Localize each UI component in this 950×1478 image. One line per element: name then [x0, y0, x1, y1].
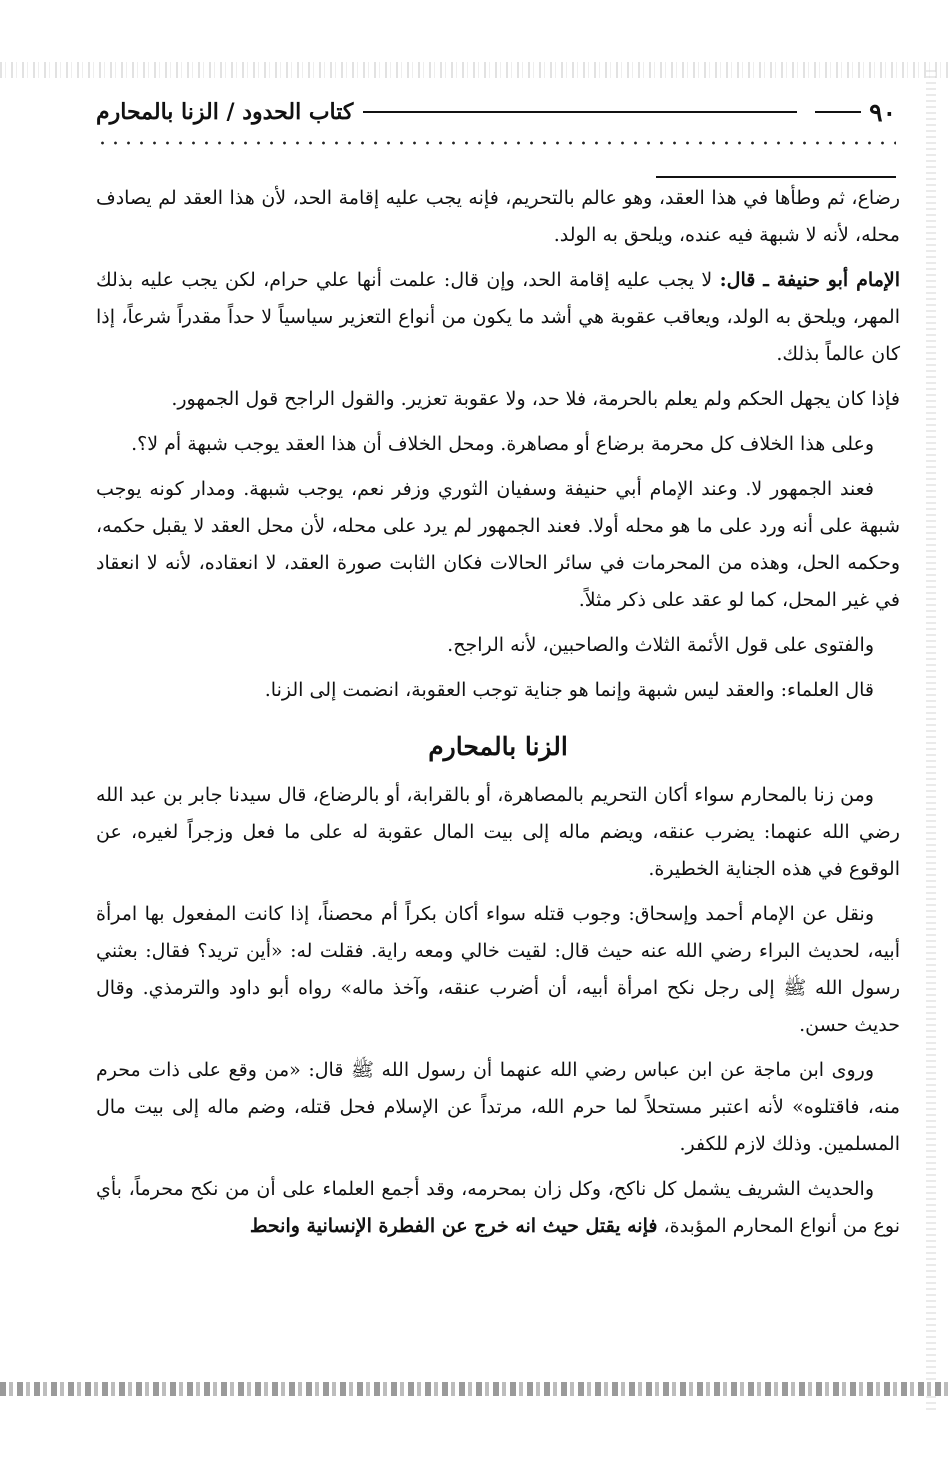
paragraph-6: والفتوى على قول الأئمة الثلاث والصاحبين، لأنه الراجح.	[447, 634, 874, 656]
paragraph-2-text: لا يجب عليه إقامة الحد، وإن قال: علمت أنها علي حرام، لكن يجب عليه بذلك المهر، ويلحق به الولد، ويعاقب عقوبة هي أشد ما يكون من أنواع التعزير سياسياً لا حداً مقدراً شرعاً، إذا كان عالماً بذلك.	[96, 269, 900, 365]
paragraph-3: فإذا كان يجهل الحكم ولم يعلم بالحرمة، فلا حد، ولا عقوبة تعزير. والقول الراجح قول الجمهور.	[171, 388, 900, 410]
header-rule-short	[815, 111, 861, 113]
paragraph-10: وروى ابن ماجة عن ابن عباس رضي الله عنهما أن رسول الله ﷺ قال: «من وقع على ذات محرم منه، فاقتلوه» لأنه اعتبر مستحلاً لما حرم الله، مرتداً عن الإسلام فحل قتله، وضم ماله إلى بيت مال المسلمين. وذلك لازم للكفر.	[96, 1059, 900, 1155]
section-title: الزنا بالمحارم	[428, 732, 568, 761]
header-rule-long	[363, 111, 797, 113]
paragraph-7: قال العلماء: والعقد ليس شبهة وإنما هو جناية توجب العقوبة، انضمت إلى الزنا.	[264, 679, 874, 701]
paragraph-11-bold: فإنه يقتل حيث انه خرج عن الفطرة الإنسانية وانحط	[249, 1215, 658, 1237]
dotted-separator	[96, 136, 896, 150]
top-rule	[656, 176, 896, 178]
paragraph-11	[96, 1171, 900, 1245]
paragraph-11-text: والحديث الشريف يشمل كل ناكح، وكل زان بمحرمه، وقد أجمع العلماء على أن من نكح محرماً، بأي نوع من أنواع المحارم المؤبدة،	[96, 1178, 900, 1237]
paragraph-8: ومن زنا بالمحارم سواء أكان التحريم بالمصاهرة، أو بالقرابة، أو بالرضاع، قال سيدنا جابر بن عبد الله رضي الله عنهما: يضرب عنقه، ويضم ماله إلى بيت المال عقوبة له على ما فعل وزجراً لغيره، عن الوقوع في هذه الجناية الخطيرة.	[96, 784, 900, 880]
paragraph-4: وعلى هذا الخلاف كل محرمة برضاع أو مصاهرة. ومحل الخلاف أن هذا العقد يوجب شبهة أم لا؟.	[131, 433, 874, 455]
paragraph-5: فعند الجمهور لا. وعند الإمام أبي حنيفة وسفيان الثوري وزفر نعم، يوجب شبهة. ومدار كونه يوجب شبهة على أنه ورد على ما هو محله أولا. فعند الجمهور لم يرد على محله، لأن محل العقد لا يقبل حكمه، وحكمه الحل، وهذه من المحرمات في سائر الحالات فكان الثابت صورة العقد، لا انعقاده، لأنه لا انعقاد في غير المحل، كما لو عقد على ذكر مثلاً.	[96, 478, 900, 611]
paragraph-9: ونقل عن الإمام أحمد وإسحاق: وجوب قتله سواء أكان بكراً أم محصناً، إذا كانت المفعول بها امرأة أبيه، لحديث البراء رضي الله عنه حيث قال: لقيت خالي ومعه راية. فقلت له: «أين تريد؟ فقال: بعثني رسول الله ﷺ إلى رجل نكح امرأة أبيه، أن أضرب عنقه، وآخذ ماله» رواه أبو داود والترمذي. وقال حديث حسن.	[96, 903, 900, 1036]
scan-edge-right	[926, 70, 936, 1410]
header-title: كتاب الحدود / الزنا بالمحارم	[96, 99, 354, 125]
paragraph-2-lead: الإمام أبو حنيفة ـ قال:	[719, 269, 900, 291]
paragraph-1: رضاع، ثم وطأها في هذا العقد، وهو عالم بالتحريم، فإنه يجب عليه إقامة الحد، لأن هذا العقد لم يصادف محله، لأنه لا شبهة فيه عنده، ويلحق به الولد.	[96, 187, 900, 246]
page-header	[96, 92, 896, 132]
paragraph-2	[96, 262, 900, 373]
scan-noise-top	[0, 62, 950, 78]
page-body	[96, 180, 900, 1253]
page-number: ٩٠	[869, 97, 896, 127]
decorative-bottom-border	[0, 1382, 950, 1396]
